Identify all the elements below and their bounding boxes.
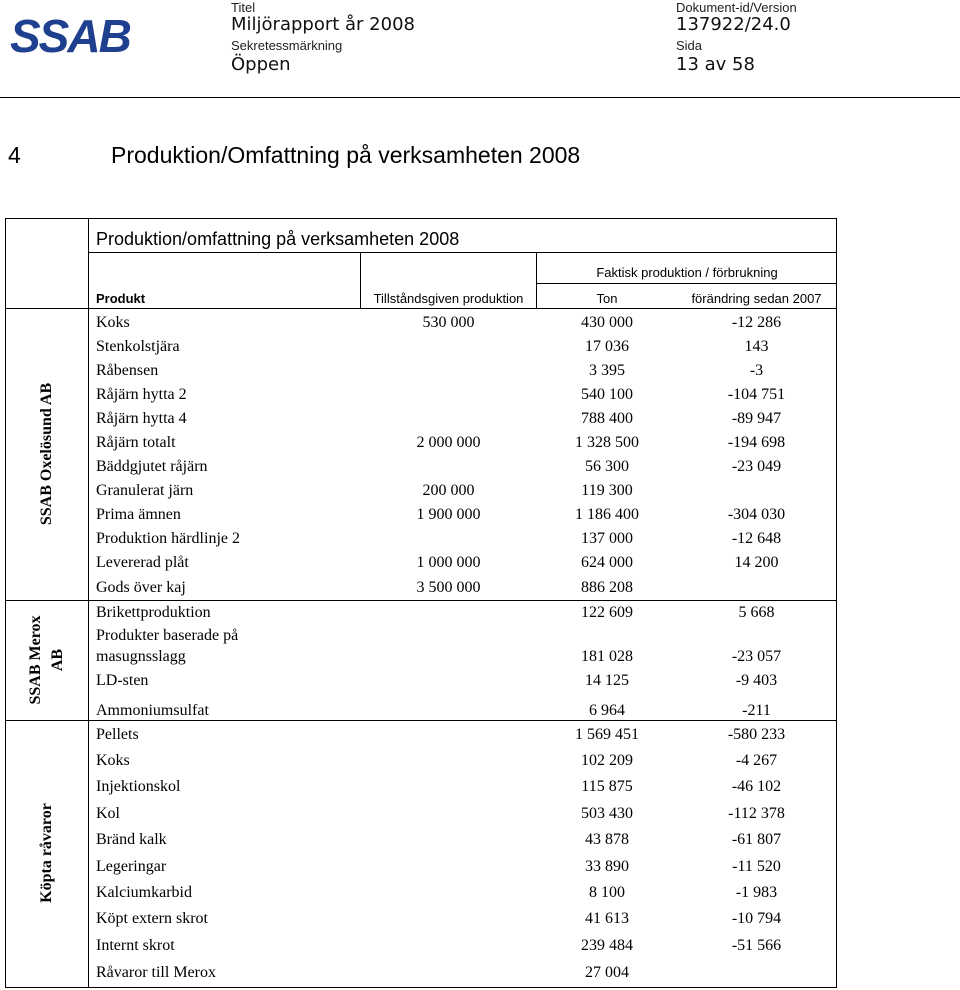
cell-product: Brikettproduktion	[96, 604, 211, 621]
table-caption: Produktion/omfattning på verksamheten 2008	[96, 229, 460, 249]
cell-product: Koks	[96, 752, 130, 769]
cell-change: -89 947	[731, 410, 782, 427]
cell-change: -61 807	[731, 831, 782, 848]
cell-permit: 3 500 000	[416, 579, 481, 596]
cell-ton: 41 613	[585, 910, 629, 927]
doc-id-value: 137922/24.0	[676, 14, 791, 35]
cell-product: Bränd kalk	[96, 831, 167, 848]
cell-product: Kol	[96, 805, 120, 822]
ssab-logo	[8, 10, 136, 58]
col-change: förändring sedan 2007	[691, 291, 822, 306]
cell-ton: 624 000	[581, 554, 633, 571]
cell-permit: 1 900 000	[416, 506, 481, 523]
cell-change: -10 794	[731, 910, 782, 927]
cell-permit: 1 000 000	[416, 554, 481, 571]
cell-product: Levererad plåt	[96, 554, 189, 571]
cell-permit: 2 000 000	[416, 434, 481, 451]
cell-ton: 137 000	[581, 530, 633, 547]
cell-ton: 17 036	[585, 338, 629, 355]
cell-ton: 3 395	[589, 362, 625, 379]
page-label: Sida	[676, 38, 703, 53]
cell-product: Ammoniumsulfat	[96, 702, 209, 719]
cell-product: Råjärn hytta 4	[96, 410, 187, 427]
cell-permit: 200 000	[422, 482, 475, 499]
cell-change: -9 403	[735, 672, 778, 689]
cell-change: -12 648	[731, 530, 782, 547]
cell-change: -211	[742, 702, 771, 719]
header-rule	[0, 97, 960, 98]
cell-product: Köpt extern skrot	[96, 910, 208, 927]
col-permit: Tillståndsgiven produktion	[373, 291, 524, 306]
cell-ton: 1 569 451	[575, 726, 639, 743]
cell-permit: 530 000	[422, 314, 475, 331]
cell-ton: 239 484	[581, 937, 633, 954]
cell-ton: 122 609	[581, 604, 633, 621]
cell-change: 143	[744, 338, 769, 355]
col-product: Produkt	[96, 291, 146, 306]
cell-ton: 788 400	[581, 410, 633, 427]
section-number: 4	[8, 142, 21, 168]
cell-change: -3	[749, 362, 764, 379]
cell-ton: 503 430	[581, 805, 633, 822]
cell-product: Legeringar	[96, 858, 167, 875]
cell-product: Injektionskol	[96, 778, 181, 795]
cell-product: Pellets	[96, 726, 139, 743]
cell-product: Råvaror till Merox	[96, 964, 216, 981]
cell-ton: 8 100	[589, 884, 625, 901]
logo-text: SSAB	[10, 10, 130, 58]
cell-product: Kalciumkarbid	[96, 884, 192, 901]
classification-label: Sekretessmärkning	[231, 38, 343, 53]
cell-change: -51 566	[731, 937, 782, 954]
col-ton: Ton	[596, 291, 618, 306]
cell-change: -194 698	[727, 434, 786, 451]
cell-product: Stenkolstjära	[96, 338, 180, 355]
cell-ton: 1 328 500	[575, 434, 639, 451]
cell-change: -304 030	[727, 506, 786, 523]
cell-product: Prima ämnen	[96, 506, 181, 523]
cell-change: -112 378	[728, 805, 785, 822]
group-label-merox: SSAB Merox AB	[27, 615, 66, 705]
group-label-kopta-ravaror: Köpta råvaror	[38, 803, 55, 903]
cell-change: -1 983	[735, 884, 778, 901]
cell-change: -104 751	[727, 386, 786, 403]
cell-change: -23 057	[731, 648, 782, 665]
section-heading	[8, 142, 580, 169]
section-title: Produktion/Omfattning på verksamheten 2008	[111, 142, 581, 168]
cell-product: Råbensen	[96, 362, 159, 379]
cell-product: Råjärn totalt	[96, 434, 176, 451]
cell-product: Produktion härdlinje 2	[96, 530, 240, 547]
cell-ton: 102 209	[581, 752, 633, 769]
cell-ton: 43 878	[585, 831, 629, 848]
cell-ton: 540 100	[581, 386, 633, 403]
doc-id-label: Dokument-id/Version	[676, 0, 797, 15]
cell-ton: 6 964	[589, 702, 625, 719]
cell-change: 14 200	[734, 554, 779, 571]
cell-change: -11 520	[732, 858, 781, 875]
cell-product: Gods över kaj	[96, 579, 186, 596]
cell-change: -4 267	[735, 752, 778, 769]
cell-ton: 1 186 400	[575, 506, 639, 523]
cell-ton: 430 000	[581, 314, 633, 331]
cell-change: -46 102	[731, 778, 782, 795]
cell-ton: 14 125	[585, 672, 629, 689]
classification-value: Öppen	[231, 54, 291, 75]
cell-product: LD-sten	[96, 672, 149, 689]
cell-ton: 181 028	[581, 648, 633, 665]
cell-change: 5 668	[738, 604, 775, 621]
cell-ton: 33 890	[585, 858, 629, 875]
title-value: Miljörapport år 2008	[231, 14, 415, 35]
cell-ton: 115 875	[581, 778, 633, 795]
cell-product: Bäddgjutet råjärn	[96, 458, 208, 475]
cell-change: -12 286	[731, 314, 782, 331]
cell-ton: 27 004	[585, 964, 629, 981]
cell-ton: 886 208	[581, 579, 633, 596]
cell-ton: 119 300	[581, 482, 633, 499]
title-label: Titel	[231, 0, 256, 15]
page-value: 13 av 58	[676, 54, 755, 75]
cell-change: -580 233	[727, 726, 786, 743]
group-label-oxelosund: SSAB Oxelösund AB	[38, 382, 55, 526]
cell-product: Internt skrot	[96, 937, 175, 954]
group-header: Faktisk produktion / förbrukning	[596, 265, 778, 280]
cell-product-line2: masugnsslagg	[96, 648, 186, 665]
cell-product: Granulerat järn	[96, 482, 194, 499]
cell-ton: 56 300	[585, 458, 629, 475]
cell-product: Råjärn hytta 2	[96, 386, 187, 403]
cell-product: Koks	[96, 314, 130, 331]
cell-change: -23 049	[731, 458, 782, 475]
cell-product: Produkter baserade på	[96, 627, 239, 644]
